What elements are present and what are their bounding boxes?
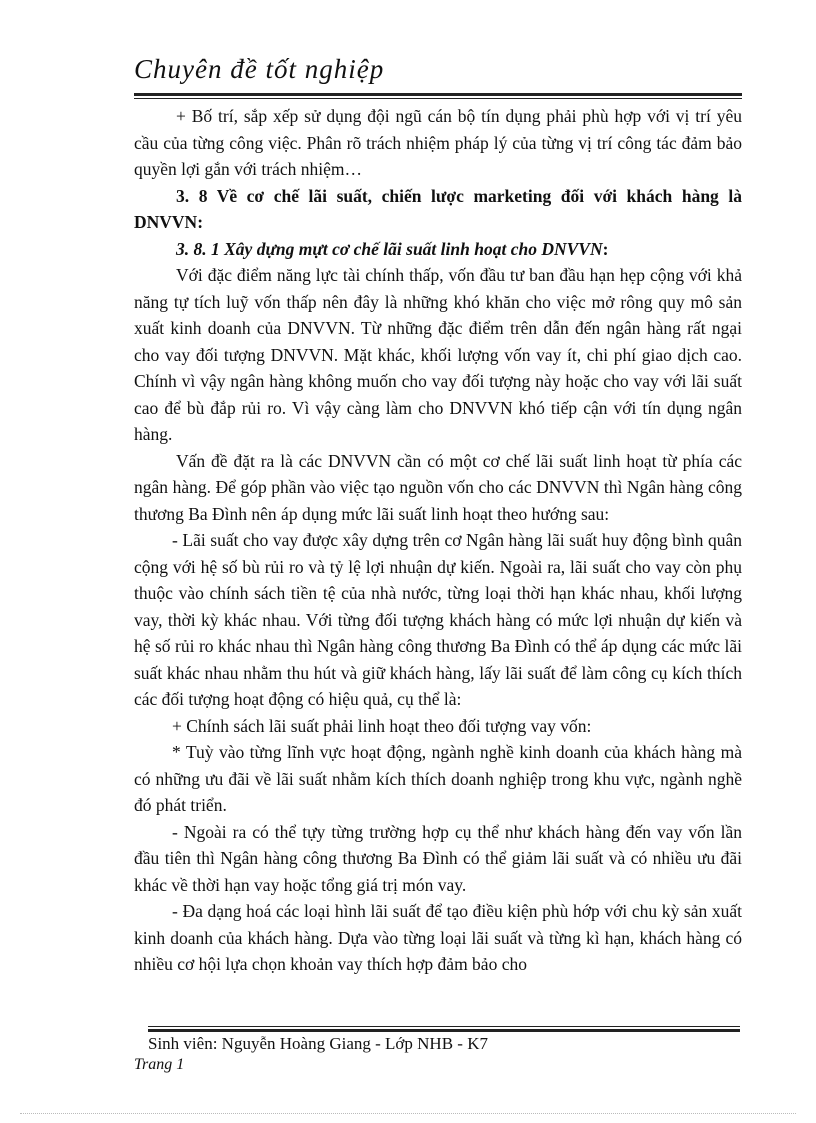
subsection-heading-colon: : xyxy=(602,238,609,259)
paragraph: - Lãi suất cho vay được xây dựng trên cơ Ngân hàng lãi suất huy động bình quân cộng với hệ số bù rủi ro và tỷ lệ lợi nhuận dự kiến. Ngoài ra, lãi suất cho vay còn phụ thuộc vào chính sách tiền tệ của nhà nước, từng loại thời hạn khác nhau, khối lượng vay, thời kỳ khác nhau. Với từng đối tượng khách hàng có mức lợi nhuận dự kiến và hệ số rủi ro khác nhau thì Ngân hàng công thương Ba Đình có thể áp dụng các mức lãi suất khác nhau nhằm thu hút và giữ khách hàng, lấy lãi suất để làm công cụ kích thích các đối tượng hoạt động có hiệu quả, cụ thể là: xyxy=(134,530,742,709)
subsection-heading xyxy=(134,236,742,263)
page-header-title: Chuyên đề tốt nghiệp xyxy=(134,54,385,84)
document-body xyxy=(134,103,742,978)
header-rule-thin xyxy=(134,98,742,99)
page-boundary-divider xyxy=(20,1113,796,1114)
footer-student-info: Sinh viên: Nguyễn Hoàng Giang - Lớp NHB - K7 xyxy=(148,1034,488,1053)
section-heading: 3. 8 Về cơ chế lãi suất, chiến lược marketing đối với khách hàng là DNVVN: xyxy=(134,185,742,232)
header-rule-thick xyxy=(134,93,742,96)
paragraph: Với đặc điểm năng lực tài chính thấp, vốn đầu tư ban đầu hạn hẹp cộng với khả năng tự tích luỹ vốn thấp nên đây là những khó khăn cho việc mở rông quy mô sản xuất kinh doanh của DNVVN. Từ những đặc điểm trên dẫn đến ngân hàng rất ngại cho vay đối tượng DNVVN. Mặt khác, khối lượng vốn vay ít, chi phí giao dịch cao. Chính vì vậy ngân hàng không muốn cho vay đối tượng này hoặc cho vay với lãi suất cao để bù đắp rủi ro. Vì vậy càng làm cho DNVVN khó tiếp cận với tín dụng ngân hàng. xyxy=(134,265,742,444)
paragraph: + Chính sách lãi suất phải linh hoạt theo đối tượng vay vốn: xyxy=(172,715,592,736)
footer-page-number: Trang 1 xyxy=(134,1056,185,1073)
footer-rule-thick xyxy=(148,1029,740,1032)
footer-rule-thin xyxy=(148,1026,740,1027)
paragraph: Vấn đề đặt ra là các DNVVN cần có một cơ chế lãi suất linh hoạt từ phía các ngân hàng. Để góp phần vào việc tạo nguồn vốn cho các DNVVN thì Ngân hàng công thương Ba Đình nên áp dụng mức lãi suất linh hoạt theo hướng sau: xyxy=(134,450,742,524)
paragraph: + Bố trí, sắp xếp sử dụng đội ngũ cán bộ tín dụng phải phù hợp với vị trí yêu cầu của từng công việc. Phân rõ trách nhiệm pháp lý của từng vị trí công tác đảm bảo quyền lợi gắn với trách nhiệm… xyxy=(134,106,742,179)
paragraph: - Ngoài ra có thể tựy từng trường hợp cụ thể như khách hàng đến vay vốn lần đầu tiên thì Ngân hàng công thương Ba Đình có thể giảm lãi suất và có nhiều ưu đãi khác về thời hạn vay hoặc tổng giá trị món vay. xyxy=(134,821,742,895)
paragraph: - Đa dạng hoá các loại hình lãi suất để tạo điều kiện phù hớp với chu kỳ sản xuất kinh doanh của khách hàng. Dựa vào từng loại lãi suất và từng kì hạn, khách hàng có nhiều cơ hội lựa chọn khoản vay thích hợp đảm bảo cho xyxy=(134,901,742,974)
subsection-heading-text: 3. 8. 1 Xây dựng mựt cơ chế lãi suất linh hoạt cho DNVVN xyxy=(176,238,603,259)
paragraph: * Tuỳ vào từng lĩnh vực hoạt động, ngành nghề kinh doanh của khách hàng mà có những ưu đãi về lãi suất nhằm kích thích doanh nghiệp trong khu vực, ngành nghề đó phát triển. xyxy=(134,742,742,815)
